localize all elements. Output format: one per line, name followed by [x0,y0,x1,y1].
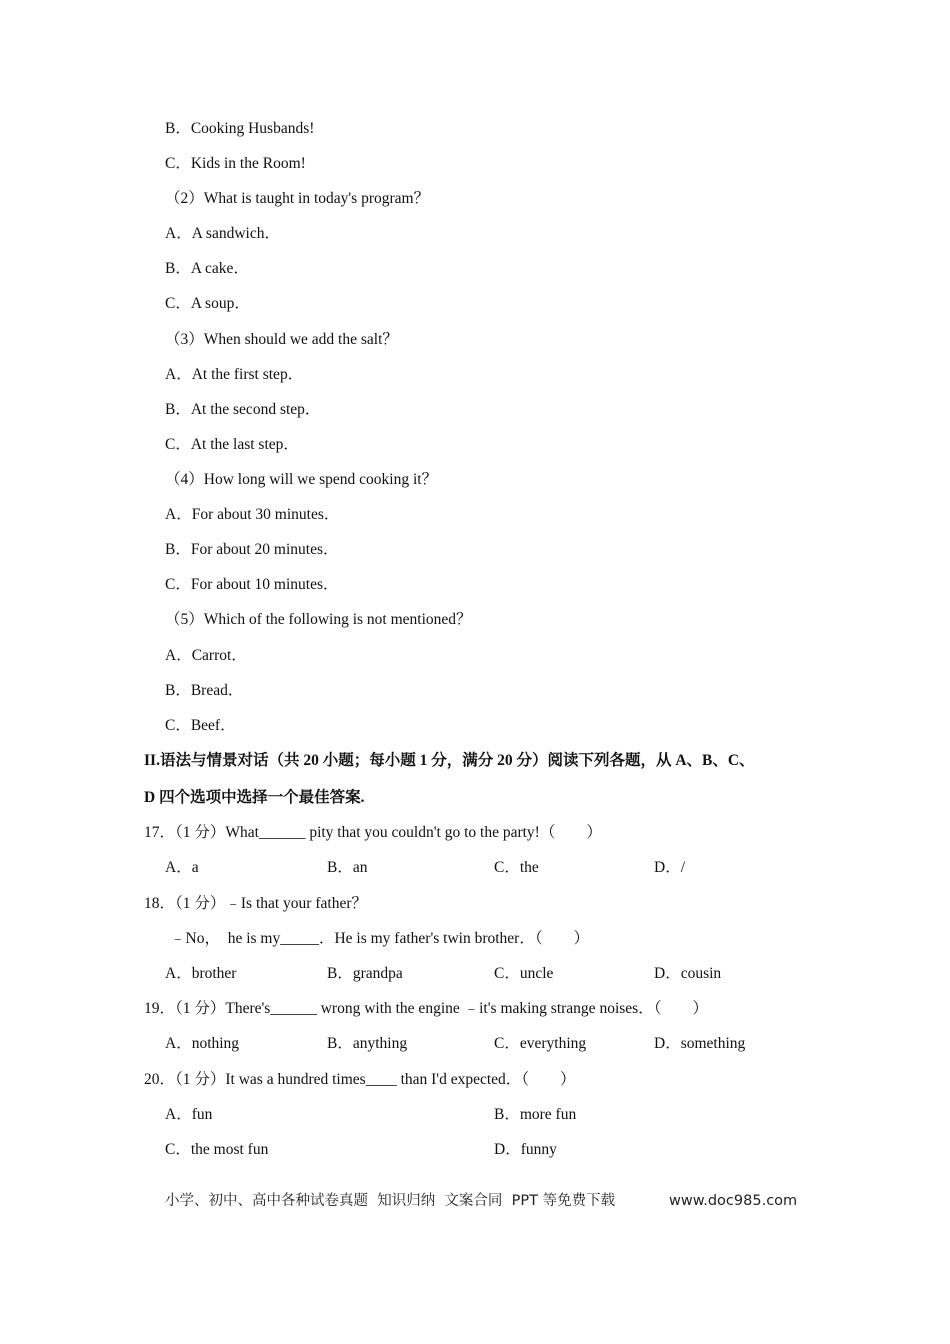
question-17: 17．（1 分）What______ pity that you couldn't go to the party!（ ） [144,824,602,841]
option-b: B．anything [327,1035,408,1052]
option-line: B．At the second step． [165,401,321,418]
option-d: D．funny [494,1141,557,1158]
option-b: B．an [327,859,368,876]
option-b: B．grandpa [327,965,403,982]
option-d: D．/ [654,859,686,876]
question-line: （2）What is taught in today's program？ [165,190,430,207]
option-line: A．Carrot． [165,647,247,664]
option-line: B．For about 20 minutes． [165,541,339,558]
option-line: C．A soup． [165,295,250,312]
question-19: 19．（1 分）There's______ wrong with the engine ﹣it's making strange noises．（ ） [144,1000,708,1017]
option-c: C．uncle [494,965,554,982]
option-a: A．brother [165,965,237,982]
option-line: A．At the first step． [165,366,304,383]
question-18: 18．（1 分）﹣Is that your father？ [144,895,367,912]
option-a: A．a [165,859,199,876]
question-line: （4）How long will we spend cooking it？ [165,471,438,488]
option-line: B．A cake． [165,260,249,277]
option-c: C．the [494,859,539,876]
section-heading-cont: D 四个选项中选择一个最佳答案. [144,789,365,806]
option-c: C．the most fun [165,1141,269,1158]
question-20: 20．（1 分）It was a hundred times____ than I'd expected．（ ） [144,1071,576,1088]
option-d: D．cousin [654,965,722,982]
question-line: （5）Which of the following is not mentioned？ [165,611,472,628]
option-line: B．Bread． [165,682,244,699]
footer-text: 小学、初中、高中各种试卷真题 知识归纳 文案合同 PPT 等免费下载 [165,1193,616,1209]
option-line: B．Cooking Husbands! [165,120,315,137]
option-b: B．more fun [494,1106,577,1123]
option-line: C．For about 10 minutes． [165,576,339,593]
option-a: A．fun [165,1106,213,1123]
option-line: C．Kids in the Room! [165,155,306,172]
question-18-dialogue: ﹣No， he is my_____．He is my father's twin brother．（ ） [170,930,590,947]
option-a: A．nothing [165,1035,240,1052]
option-c: C．everything [494,1035,587,1052]
option-line: A．For about 30 minutes． [165,506,340,523]
section-heading: II.语法与情景对话（共 20 小题；每小题 1 分，满分 20 分）阅读下列各题，从 A、B、C、 [144,752,755,769]
option-line: C．At the last step． [165,436,299,453]
option-line: A．A sandwich． [165,225,280,242]
footer-url[interactable]: www.doc985.com [669,1193,798,1209]
question-line: （3）When should we add the salt？ [165,331,398,348]
option-d: D．something [654,1035,746,1052]
option-line: C．Beef． [165,717,236,734]
